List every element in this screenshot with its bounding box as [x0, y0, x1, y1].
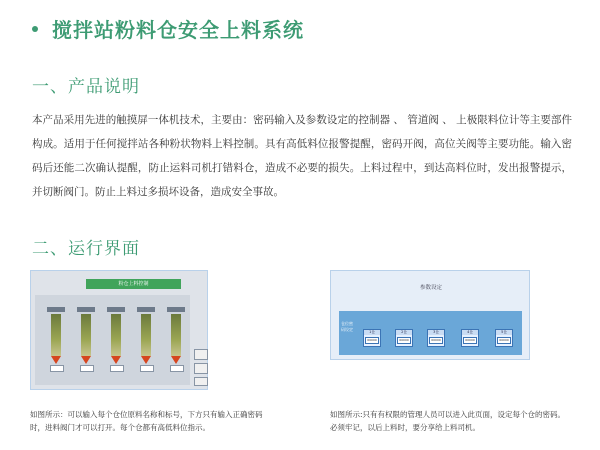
side-button — [194, 377, 208, 386]
caption-left: 如图所示：可以输入每个仓位原料名称和标号，下方只有输入正确密码时，进料阀门才可以打开。每个仓都有高低料位指示。 — [30, 410, 263, 432]
silo-panel — [35, 295, 190, 385]
bullet-icon — [32, 26, 38, 32]
silo-password-cell: 4仓 00000 — [461, 329, 479, 347]
screen-title: 参数设定 — [419, 285, 442, 291]
silo-3 — [107, 307, 125, 372]
silo-5 — [167, 307, 185, 372]
password-panel — [339, 311, 522, 355]
silo-2 — [77, 307, 95, 372]
silo-password-cell: 2仓 00000 — [395, 329, 413, 347]
screenshot-silo-control — [30, 270, 208, 390]
section-title-interface: 二、运行界面 — [32, 239, 140, 259]
side-button — [194, 349, 208, 360]
silo-password-cell: 3仓 00000 — [427, 329, 445, 347]
product-description: 本产品采用先进的触摸屏一体机技术，主要由：密码输入及参数设定的控制器 、 管道阀 、 上极限料位计等主要部件构成。适用于任何搅拌站各种粉状物料上料控制。具有高低料位报警提醒，密码开阀，高位关阀等主要功能。输入密码后还能二次确认提醒，防止运料司机打错料仓，造成不必要的损失。上料过程中，到达高料位时，发出报警提示，并切断阀门。防止上料过多损坏设备，造成安全事故。 — [32, 114, 572, 198]
caption-right: 如图所示:只有有权限的管理人员可以进入此页面，设定每个仓的密码。必须牢记，以后上料时，要分享给上料司机。 — [330, 410, 566, 432]
silo-1 — [47, 307, 65, 372]
silo-password-cell: 5仓 00000 — [495, 329, 513, 347]
side-button — [194, 363, 208, 374]
silo-4 — [137, 307, 155, 372]
page-title: 搅拌站粉料仓安全上料系统 — [52, 18, 304, 42]
silo-password-cell: 1仓 00000 — [363, 329, 381, 347]
section-title-product: 一、产品说明 — [32, 77, 140, 97]
screenshot-parameter-settings — [330, 270, 530, 360]
title-row — [32, 14, 304, 43]
side-label: 仓位密码设定 — [341, 321, 353, 332]
screen-title: 粉仓上料控制 — [86, 279, 181, 289]
